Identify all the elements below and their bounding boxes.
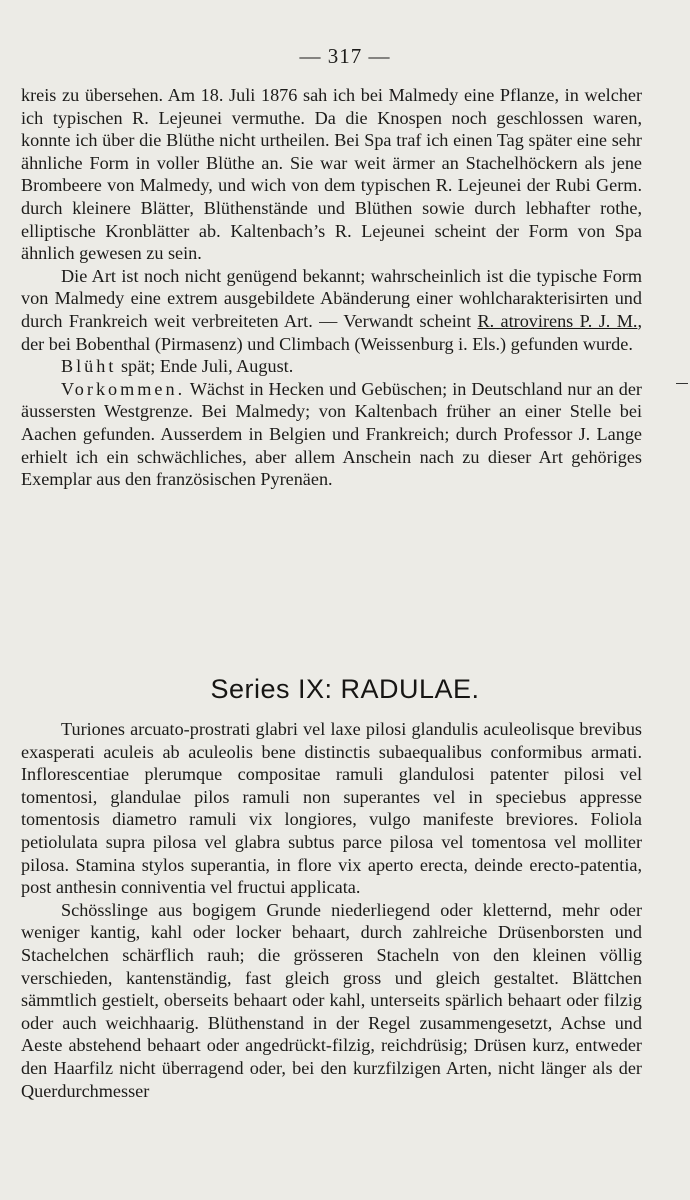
text-block-lejeunei xyxy=(21,84,642,491)
paragraph-latin-diagnosis: Turiones arcuato-prostrati glabri vel laxe pilosi glandulis aculeolisque brevibus exasperati aculeis ab aculeolis bene distinctis subaequalibus conformibus armati. Inflorescentiae plerumque compositae ramuli glandulosi patenter pilosi vel tomentosi, glandulae pilos ramuli non superantes vel in speciebus appresse tomentosis diametro ramuli vix longiores, vulgo manifeste breviores. Foliola petiolulata supra pilosa vel glabra subtus parce pilosa vel tomentosa vel molliter pilosa. Stamina stylos superantia, in flore vix aperto erecta, deinde erecto-patentia, post anthesin conniventia vel fructui applicata. xyxy=(21,719,642,898)
paragraph-relation xyxy=(21,265,642,355)
species-link-atrovirens: R. atrovirens P. J. M. xyxy=(477,310,638,331)
paragraph-german-description: Schösslinge aus bogigem Grunde niederliegend oder kletternd, mehr oder weniger kantig, kahl oder locker behaart, durch zahlreiche Drüsenborsten und Stachelchen schärflich rauh; die grösseren Stacheln von den kleinen völlig verschieden, kantenständig, fast gleich gross und gleich gestaltet. Blättchen sämmtlich gestielt, oberseits behaart oder kahl, unterseits spärlich behaart oder filzig oder auch weichhaarig. Blüthenstand in der Regel zusammengesetzt, Achse und Aeste abstehend behaart oder angedrückt-filzig, reichdrüsig; Drüsen kurz, entweder den Haarfilz nicht überragend oder, bei den kurzfilzigen Arten, nicht länger als der Querdurchmesser xyxy=(21,899,642,1101)
paragraph-flowering xyxy=(21,355,642,378)
text-block-radulae xyxy=(21,718,642,1102)
paragraph-occurrence xyxy=(21,378,642,491)
page-number: — 317 — xyxy=(299,44,391,68)
relation-text-end: , der bei Bobenthal (Pirmasenz) und Climbach (Weissenburg i. Els.) gefunden wurde. xyxy=(21,310,643,354)
flowering-label: Blüht xyxy=(61,356,117,377)
margin-dash xyxy=(676,383,688,384)
occurrence-text: Wächst in Hecken und Gebüschen; in Deutschland nur an der äussersten Westgrenze. Bei Malmedy; von Kaltenbach früher an einer Stelle bei Aachen gefunden. Ausserdem in Belgien und Frankreich; durch Professor J. Lange erhielt ich ein schwächliches, aber allem Anschein nach zu dieser Art gehöriges Exemplar aus den französischen Pyrenäen. xyxy=(21,378,642,490)
occurrence-label: Vorkommen. xyxy=(61,378,186,399)
flowering-text: spät; Ende Juli, August. xyxy=(116,356,294,377)
series-heading: Series IX: RADULAE. xyxy=(210,674,480,704)
paragraph-description: kreis zu übersehen. Am 18. Juli 1876 sah ich bei Malmedy eine Pflanze, in welcher ich typischen R. Lejeunei vermuthe. Da die Knospen noch geschlossen waren, konnte ich über die Blüthe nicht urtheilen. Bei Spa traf ich einen Tag später eine sehr ähnliche Form in voller Blüthe an. Sie war weit ärmer an Stachelhöckern als jene Brombeere von Malmedy, und wich von dem typischen R. Lejeunei der Rubi Germ. durch kleinere Blätter, Blüthenstände und Blüthen sowie durch lebhafter rothe, elliptische Kronblätter ab. Kaltenbach’s R. Lejeunei scheint der Form von Spa ähnlich gewesen zu sein. xyxy=(21,85,642,264)
relation-text-start: Die Art ist noch nicht genügend bekannt; wahrscheinlich ist die typische Form von Malmedy eine extrem ausgebildete Abänderung einer wohlcharakterisirten und durch Frankreich weit verbreiteten Art. — Verwandt scheint xyxy=(21,265,642,331)
